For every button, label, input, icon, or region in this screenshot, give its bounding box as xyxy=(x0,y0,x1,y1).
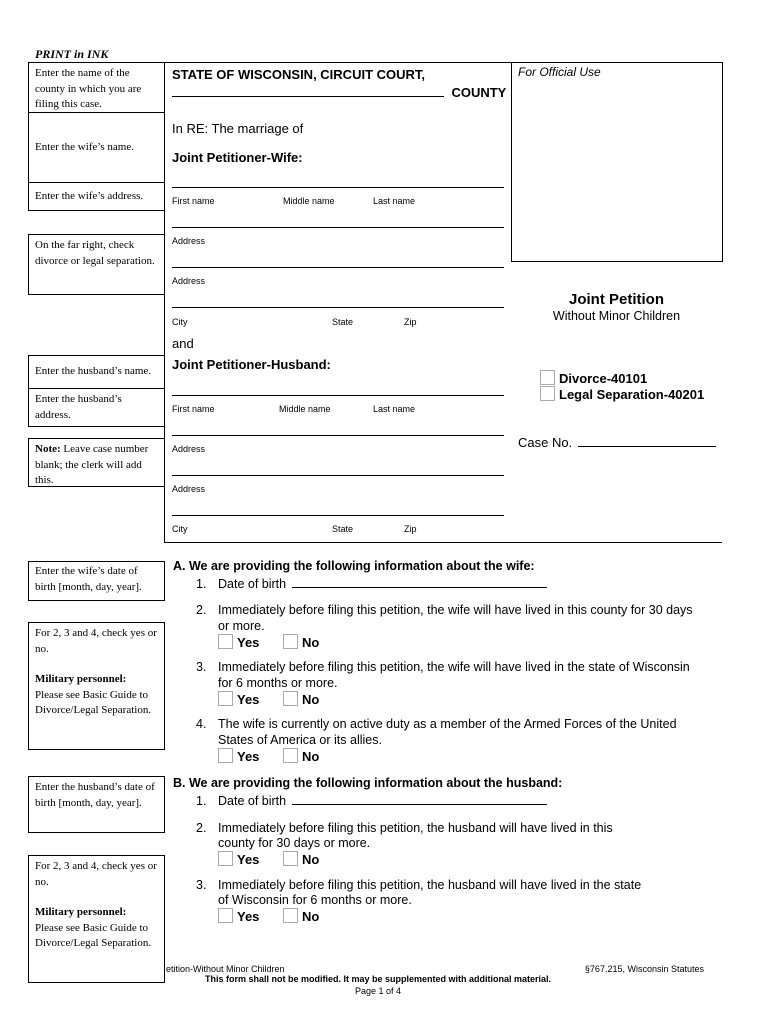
b-q3-no-checkbox[interactable] xyxy=(283,908,298,923)
a-q4-answer xyxy=(218,748,325,764)
a-q4-yes-checkbox[interactable] xyxy=(218,748,233,763)
official-use-label: For Official Use xyxy=(518,65,601,79)
a-q1-row xyxy=(218,577,547,591)
b-q2-num: 2. xyxy=(196,821,207,835)
wife-dob-blank[interactable] xyxy=(292,577,547,588)
instruction-wife-address xyxy=(28,182,165,211)
divorce-checkbox[interactable] xyxy=(540,370,555,385)
b-q1-num: 1. xyxy=(196,794,207,808)
a-q3-no-label: No xyxy=(302,692,320,707)
husband-state-label: State xyxy=(332,524,354,534)
case-number-blank[interactable] xyxy=(578,435,716,447)
instruction-husband-address: Enter the husband’s address. xyxy=(28,388,165,427)
a-q4-line1: The wife is currently on active duty as a member of the Armed Forces of the United xyxy=(218,717,677,731)
a-q2-no-label: No xyxy=(302,635,320,650)
right-frame-rule xyxy=(722,62,723,262)
instruction-husband-name xyxy=(28,355,165,389)
wife-address1-line[interactable] xyxy=(172,227,504,228)
caption-bottom-rule xyxy=(164,542,722,543)
official-use-divider xyxy=(511,62,512,262)
case-number-line[interactable] xyxy=(518,435,716,450)
b-q1-row xyxy=(218,794,547,808)
wife-address2-label: Address xyxy=(172,276,206,286)
official-use-bottom xyxy=(511,261,722,262)
a-q2-num: 2. xyxy=(196,603,207,617)
instruction-husband-name-text: Enter the husband’s name. xyxy=(35,365,152,378)
a-q3-line2: for 6 months or more. xyxy=(218,676,338,690)
in-re-text: In RE: The marriage of xyxy=(172,121,304,136)
a-q3-no-option[interactable] xyxy=(283,691,319,707)
military-label-b: Military personnel: xyxy=(35,906,127,918)
and-text: and xyxy=(172,336,194,351)
wife-city-line[interactable] xyxy=(172,307,504,308)
county-label: COUNTY xyxy=(451,85,507,100)
legal-separation-option[interactable] xyxy=(540,386,704,402)
a-q3-yes-checkbox[interactable] xyxy=(218,691,233,706)
b-q2-no-label: No xyxy=(302,852,320,867)
instruction-wife-dob: Enter the wife’s date of birth [month, day, year]. xyxy=(28,561,165,601)
instruction-county: Enter the name of the county in which you are filing this case. xyxy=(28,62,165,113)
a-q2-answer xyxy=(218,634,325,650)
wife-first-name-label: First name xyxy=(172,196,215,206)
footer-notice: This form shall not be modified. It may be supplemented with additional material. xyxy=(204,974,552,984)
a-q4-line2: States of America or its allies. xyxy=(218,733,382,747)
b-q2-answer xyxy=(218,851,325,867)
wife-address1-label: Address xyxy=(172,236,206,246)
instruction-husband-questions xyxy=(28,855,165,983)
husband-dob-blank[interactable] xyxy=(292,794,547,805)
a-q3-line1: Immediately before filing this petition, the wife will have lived in the state of Wisconsin xyxy=(218,660,690,674)
husband-zip-label: Zip xyxy=(404,524,417,534)
divorce-option[interactable] xyxy=(540,370,647,386)
instruction-check-divorce: On the far right, check divorce or legal separation. xyxy=(28,234,165,295)
wife-address2-line[interactable] xyxy=(172,267,504,268)
a-q1-num: 1. xyxy=(196,577,207,591)
wife-name-line[interactable] xyxy=(172,187,504,188)
b-q3-num: 3. xyxy=(196,878,207,892)
section-a-heading: A. We are providing the following information about the wife: xyxy=(173,559,535,573)
husband-address1-label: Address xyxy=(172,444,206,454)
a-q4-no-checkbox[interactable] xyxy=(283,748,298,763)
case-number-label: Case No. xyxy=(518,435,573,450)
husband-last-name-label: Last name xyxy=(373,404,416,414)
instruction-wife-name-text: Enter the wife’s name. xyxy=(35,140,134,153)
military-text-b: Please see Basic Guide to Divorce/Legal Separation. xyxy=(35,921,152,949)
husband-address2-label: Address xyxy=(172,484,206,494)
wife-middle-name-label: Middle name xyxy=(283,196,335,206)
instruction-wife-address-text: Enter the wife’s address. xyxy=(35,189,144,202)
a-q2-line2: or more. xyxy=(218,619,265,633)
footer-page-number: Page 1 of 4 xyxy=(354,986,402,996)
a-q3-yes-option[interactable] xyxy=(218,691,259,707)
b-q2-yes-option[interactable] xyxy=(218,851,259,867)
instruction-case-number-note xyxy=(28,438,165,487)
a-q1-label: Date of birth xyxy=(218,577,287,591)
b-q2-no-checkbox[interactable] xyxy=(283,851,298,866)
husband-city-line[interactable] xyxy=(172,515,504,516)
a-q2-no-option[interactable] xyxy=(283,634,319,650)
b-q3-yes-label: Yes xyxy=(237,909,260,924)
b-q3-yes-checkbox[interactable] xyxy=(218,908,233,923)
a-q4-no-option[interactable] xyxy=(283,748,319,764)
a-q3-num: 3. xyxy=(196,660,207,674)
a-q2-yes-label: Yes xyxy=(237,635,260,650)
wife-zip-label: Zip xyxy=(404,317,417,327)
a-q3-no-checkbox[interactable] xyxy=(283,691,298,706)
a-q4-yes-option[interactable] xyxy=(218,748,259,764)
check-yes-no-text-b: For 2, 3 and 4, check yes or no. xyxy=(35,860,157,888)
petition-title: Joint Petition xyxy=(569,291,664,308)
b-q2-yes-checkbox[interactable] xyxy=(218,851,233,866)
a-q3-answer xyxy=(218,691,325,707)
instruction-wife-name xyxy=(28,112,165,183)
husband-heading: Joint Petitioner-Husband: xyxy=(172,357,331,372)
note-text: Leave case number blank; the clerk will add this. xyxy=(35,443,149,486)
instruction-wife-questions xyxy=(28,622,165,750)
b-q3-answer xyxy=(218,908,325,924)
check-yes-no-text-a: For 2, 3 and 4, check yes or no. xyxy=(35,627,157,655)
left-frame-rule xyxy=(164,62,165,543)
b-q2-line1: Immediately before filing this petition, the husband will have lived in this xyxy=(218,821,613,835)
top-rule xyxy=(164,62,722,63)
wife-state-label: State xyxy=(332,317,354,327)
section-b-heading: B. We are providing the following information about the husband: xyxy=(173,776,563,790)
military-label-a: Military personnel: xyxy=(35,673,127,685)
note-label: Note: xyxy=(35,443,61,455)
b-q3-yes-option[interactable] xyxy=(218,908,259,924)
a-q4-num: 4. xyxy=(196,717,207,731)
a-q4-no-label: No xyxy=(302,749,320,764)
a-q2-yes-option[interactable] xyxy=(218,634,259,650)
footer-statute: §767.215, Wisconsin Statutes xyxy=(584,964,704,974)
b-q3-no-label: No xyxy=(302,909,320,924)
b-q3-line2: of Wisconsin for 6 months or more. xyxy=(218,893,412,907)
husband-first-name-label: First name xyxy=(172,404,215,414)
county-blank[interactable] xyxy=(172,85,444,97)
print-in-ink-note: PRINT in INK xyxy=(35,47,109,61)
legal-separation-checkbox[interactable] xyxy=(540,386,555,401)
instruction-husband-dob: Enter the husband’s date of birth [month, day, year]. xyxy=(28,776,165,833)
husband-address2-line[interactable] xyxy=(172,475,504,476)
b-q2-line2: county for 30 days or more. xyxy=(218,836,371,850)
b-q1-label: Date of birth xyxy=(218,794,287,808)
divorce-label: Divorce-40101 xyxy=(559,371,648,386)
legal-separation-label: Legal Separation-40201 xyxy=(559,387,705,402)
a-q2-line1: Immediately before filing this petition, the wife will have lived in this county for 30 days xyxy=(218,603,693,617)
a-q2-no-checkbox[interactable] xyxy=(283,634,298,649)
wife-heading: Joint Petitioner-Wife: xyxy=(172,150,303,165)
a-q3-yes-label: Yes xyxy=(237,692,260,707)
military-text-a: Please see Basic Guide to Divorce/Legal Separation. xyxy=(35,688,152,716)
court-heading: STATE OF WISCONSIN, CIRCUIT COURT, xyxy=(172,67,426,82)
petition-subtitle: Without Minor Children xyxy=(552,309,681,323)
county-line[interactable] xyxy=(172,84,506,102)
husband-address1-line[interactable] xyxy=(172,435,504,436)
husband-name-line[interactable] xyxy=(172,395,504,396)
husband-city-label: City xyxy=(172,524,188,534)
footer-form-title: etition-Without Minor Children xyxy=(166,964,285,974)
husband-middle-name-label: Middle name xyxy=(279,404,331,414)
b-q2-yes-label: Yes xyxy=(237,852,260,867)
wife-last-name-label: Last name xyxy=(373,196,416,206)
wife-city-label: City xyxy=(172,317,188,327)
b-q2-no-option[interactable] xyxy=(283,851,319,867)
a-q4-yes-label: Yes xyxy=(237,749,260,764)
b-q3-no-option[interactable] xyxy=(283,908,319,924)
b-q3-line1: Immediately before filing this petition, the husband will have lived in the state xyxy=(218,878,642,892)
a-q2-yes-checkbox[interactable] xyxy=(218,634,233,649)
